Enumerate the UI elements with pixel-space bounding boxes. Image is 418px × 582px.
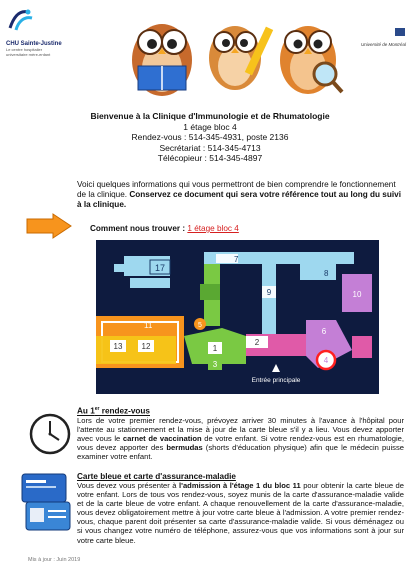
clinic-title: Bienvenue à la Clinique d'Immunologie et de Rhumatologie bbox=[90, 111, 330, 121]
owl-pencil-icon bbox=[209, 26, 273, 90]
first-appointment-section bbox=[77, 406, 404, 461]
clinic-header bbox=[60, 111, 360, 164]
intro-paragraph bbox=[77, 180, 402, 210]
first-appointment-title: Au 1er rendez-vous bbox=[77, 406, 150, 416]
find-us-line bbox=[90, 224, 239, 233]
find-us-label: Comment nous trouver : bbox=[90, 224, 186, 233]
owl-magnifier-icon bbox=[280, 26, 342, 94]
block-13-label: 13 bbox=[113, 342, 123, 351]
block-1-label: 1 bbox=[212, 344, 218, 353]
block-9-label: 9 bbox=[266, 288, 272, 297]
entrance-label: Entrée principale bbox=[251, 377, 301, 384]
arrow-right-icon bbox=[25, 213, 73, 239]
university-name: Université de Montréal bbox=[360, 42, 406, 47]
block-2-label: 2 bbox=[254, 338, 260, 347]
health-card-title: Carte bleue et carte d'assurance-maladie bbox=[77, 472, 236, 481]
hospital-tagline-2: universitaire mère-enfant bbox=[6, 52, 51, 57]
block-10-label: 10 bbox=[352, 290, 362, 299]
health-card-section bbox=[77, 472, 404, 545]
first-appointment-text: Lors de votre premier rendez-vous, prévoyez arriver 30 minutes à l'avance à l'hôpital pour l'attente au stationnement et la mise à jour de la carte bleue s'il y a lieu. Vous devez apporter avec vous le carnet de vaccination de votre enfant. Si votre rendez-vous est en rhumatologie, vous devez apporter des bermudas (shorts d'éducation physique) afin que le médecin puisse examiner votre enfant. bbox=[77, 415, 404, 462]
owls-illustration bbox=[120, 8, 350, 100]
entrance-arrow-icon bbox=[272, 364, 280, 372]
block-5-label: 5 bbox=[198, 322, 202, 329]
appointments-phone: Rendez-vous : 514-345-4931, poste 2136 bbox=[131, 132, 289, 142]
block-6-label: 6 bbox=[321, 327, 327, 336]
intro-bold: Conservez ce document qui sera votre référence tout au long du suivi à la clinique. bbox=[77, 190, 401, 209]
hospital-logo-icon bbox=[6, 6, 36, 34]
find-us-link[interactable]: 1 étage bloc 4 bbox=[187, 224, 239, 233]
secretariat-phone: Secrétariat : 514-345-4713 bbox=[159, 142, 261, 153]
owl-reading-icon bbox=[132, 24, 192, 96]
clinic-location: 1 étage bloc 4 bbox=[183, 121, 237, 132]
university-crest-icon bbox=[394, 27, 406, 37]
update-date: Mis à jour : Juin 2019 bbox=[28, 557, 81, 563]
hospital-logo bbox=[6, 6, 106, 57]
health-card-text: Vous devez vous présenter à l'admission à l'étage 1 du bloc 11 pour obtenir la carte bleue de votre enfant. Lors de tous vos rendez-vous, soyez munis de la carte d'assurance-maladie valide et de la carte bleue de votre enfant. A chaque renouvellement de la carte d'assurance-maladie, vous devez obligatoirement mettre à jour votre carte bleue à l'admission. A votre premier rendez-vous, chaque parent doit présenter sa carte d'assurance-maladie valide. Si vous déménagez ou si vous changez votre numéro de téléphone, assurez-vous que vos informations sont à jour sur votre carte bleue. bbox=[77, 481, 404, 545]
block-7-label: 7 bbox=[234, 255, 239, 264]
health-cards-icon bbox=[18, 472, 74, 532]
block-3-label: 3 bbox=[212, 360, 218, 369]
block-12-label: 12 bbox=[141, 342, 151, 351]
block-11-label: 11 bbox=[144, 321, 153, 330]
block-4-label: 4 bbox=[323, 356, 329, 365]
block-17-label: 17 bbox=[154, 263, 166, 273]
hospital-tagline-1: Le centre hospitalier bbox=[6, 47, 43, 52]
clock-icon bbox=[28, 412, 72, 456]
block-8-label: 8 bbox=[324, 269, 329, 278]
intro-text: Voici quelques informations qui vous permettront de bien comprendre le fonctionnement de la clinique. bbox=[77, 180, 396, 199]
hospital-name: CHU Sainte-Justine bbox=[6, 41, 62, 47]
fax-number: Télécopieur : 514-345-4897 bbox=[157, 153, 263, 163]
hospital-map bbox=[96, 240, 379, 394]
